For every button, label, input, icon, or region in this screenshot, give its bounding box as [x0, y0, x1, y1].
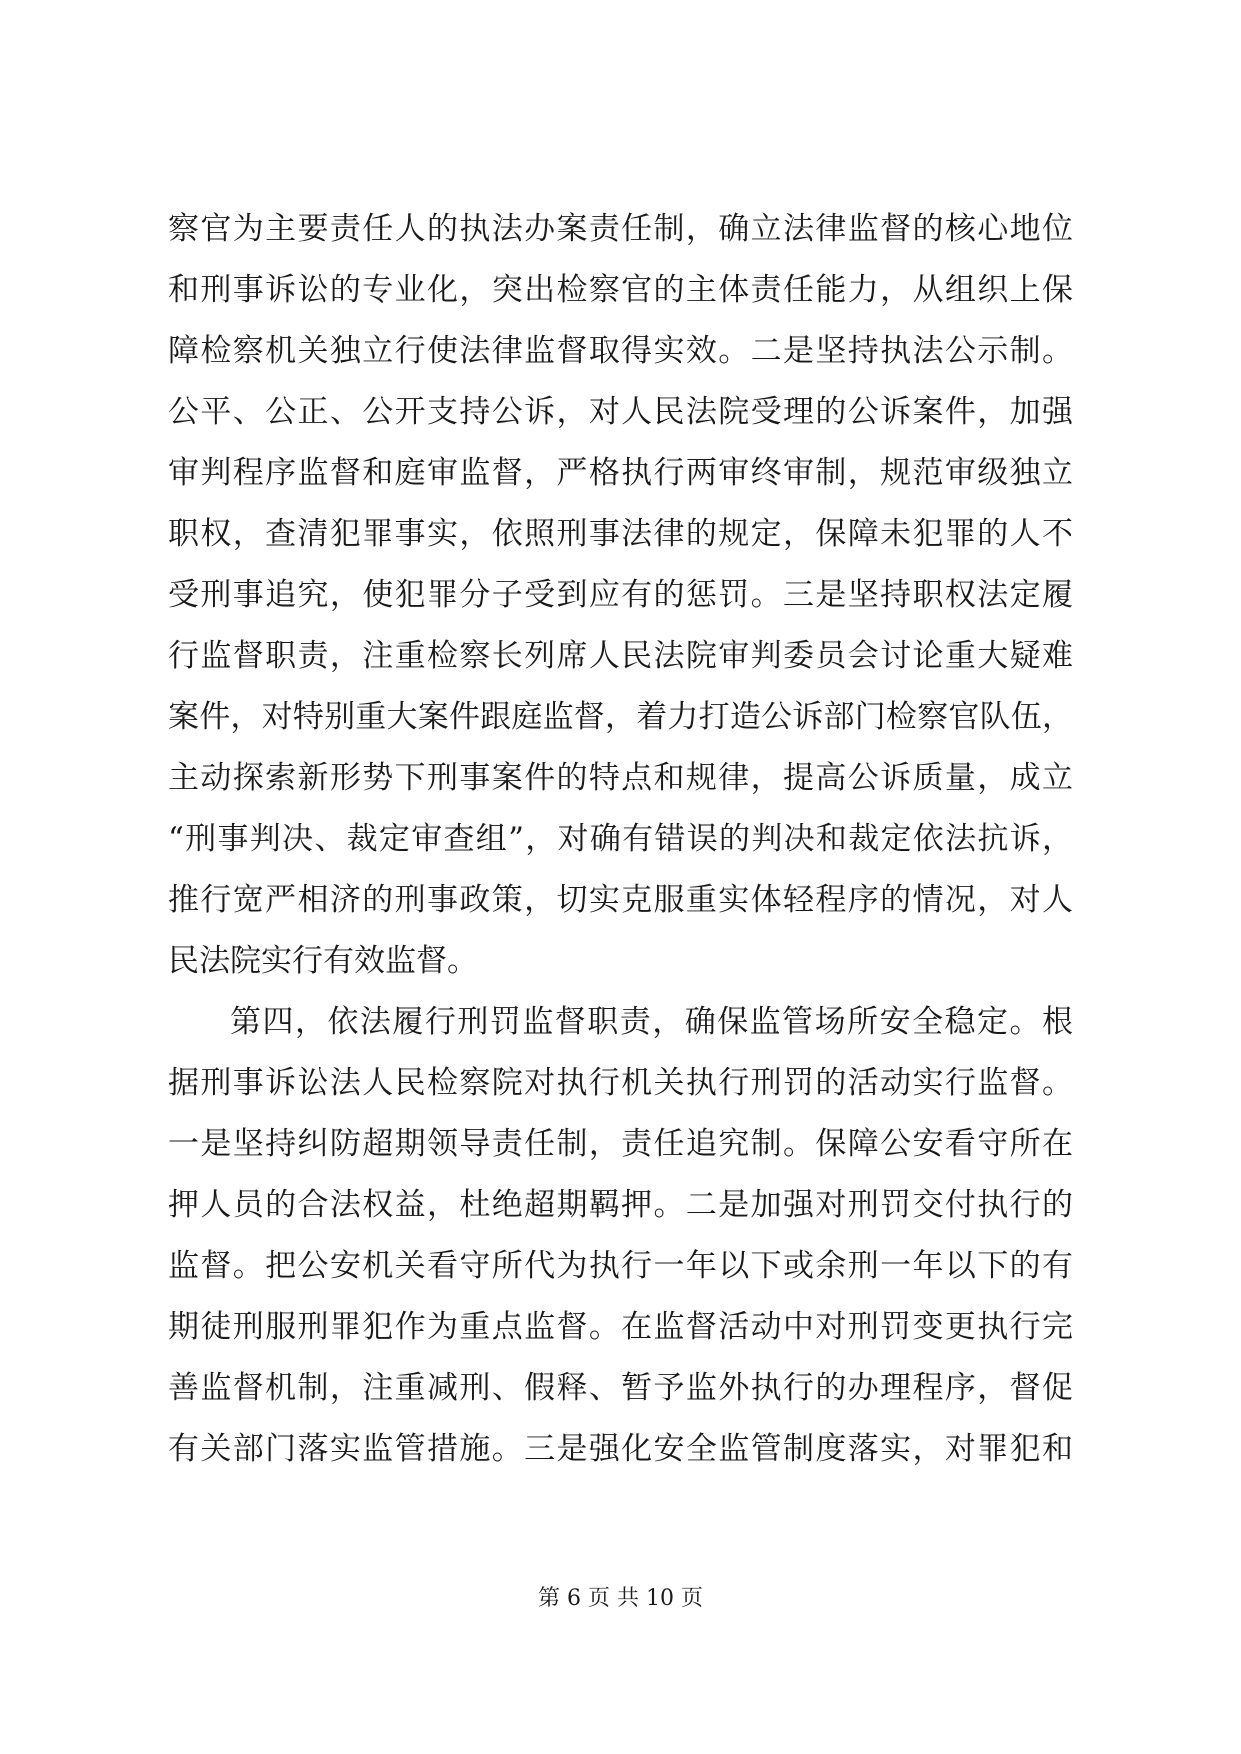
- text-line: “刑事判决、裁定审查组”，对确有错误的判决和裁定依法抗诉，: [168, 821, 1073, 857]
- text-line: 一是坚持纠防超期领导责任制，责任追究制。保障公安看守所在: [168, 1126, 1073, 1162]
- text-line: 障检察机关独立行使法律监督取得实效。二是坚持执法公示制。: [168, 333, 1073, 369]
- text-line: 期徒刑服刑罪犯作为重点监督。在监督活动中对刑罚变更执行完: [168, 1309, 1073, 1345]
- text-line: 据刑事诉讼法人民检察院对执行机关执行刑罚的活动实行监督。: [168, 1065, 1073, 1101]
- text-line: 和刑事诉讼的专业化，突出检察官的主体责任能力，从组织上保: [168, 272, 1073, 308]
- page-number: 第 6 页 共 10 页: [538, 1586, 703, 1611]
- text-line: 行监督职责，注重检察长列席人民法院审判委员会讨论重大疑难: [168, 638, 1073, 674]
- text-line: 推行宽严相济的刑事政策，切实克服重实体轻程序的情况，对人: [168, 882, 1073, 918]
- text-line: 善监督机制，注重减刑、假释、暂予监外执行的办理程序，督促: [168, 1370, 1073, 1406]
- text-line: 有关部门落实监管措施。三是强化安全监管制度落实，对罪犯和: [168, 1431, 1073, 1467]
- text-line: 察官为主要责任人的执法办案责任制，确立法律监督的核心地位: [168, 211, 1073, 247]
- text-line: 主动探索新形势下刑事案件的特点和规律，提高公诉质量，成立: [168, 760, 1073, 796]
- text-line: 监督。把公安机关看守所代为执行一年以下或余刑一年以下的有: [168, 1248, 1073, 1284]
- text-line: 案件，对特别重大案件跟庭监督，着力打造公诉部门检察官队伍，: [168, 699, 1073, 735]
- text-line: 押人员的合法权益，杜绝超期羁押。二是加强对刑罚交付执行的: [168, 1187, 1073, 1223]
- text-line: 民法院实行有效监督。: [168, 943, 478, 979]
- text-line: 审判程序监督和庭审监督，严格执行两审终审制，规范审级独立: [168, 455, 1073, 491]
- text-line: 公平、公正、公开支持公诉，对人民法院受理的公诉案件，加强: [168, 394, 1073, 430]
- text-line: 第四，依法履行刑罚监督职责，确保监管场所安全稳定。根: [230, 1004, 1073, 1040]
- text-line: 职权，查清犯罪事实，依照刑事法律的规定，保障未犯罪的人不: [168, 516, 1073, 552]
- text-line: 受刑事追究，使犯罪分子受到应有的惩罚。三是坚持职权法定履: [168, 577, 1073, 613]
